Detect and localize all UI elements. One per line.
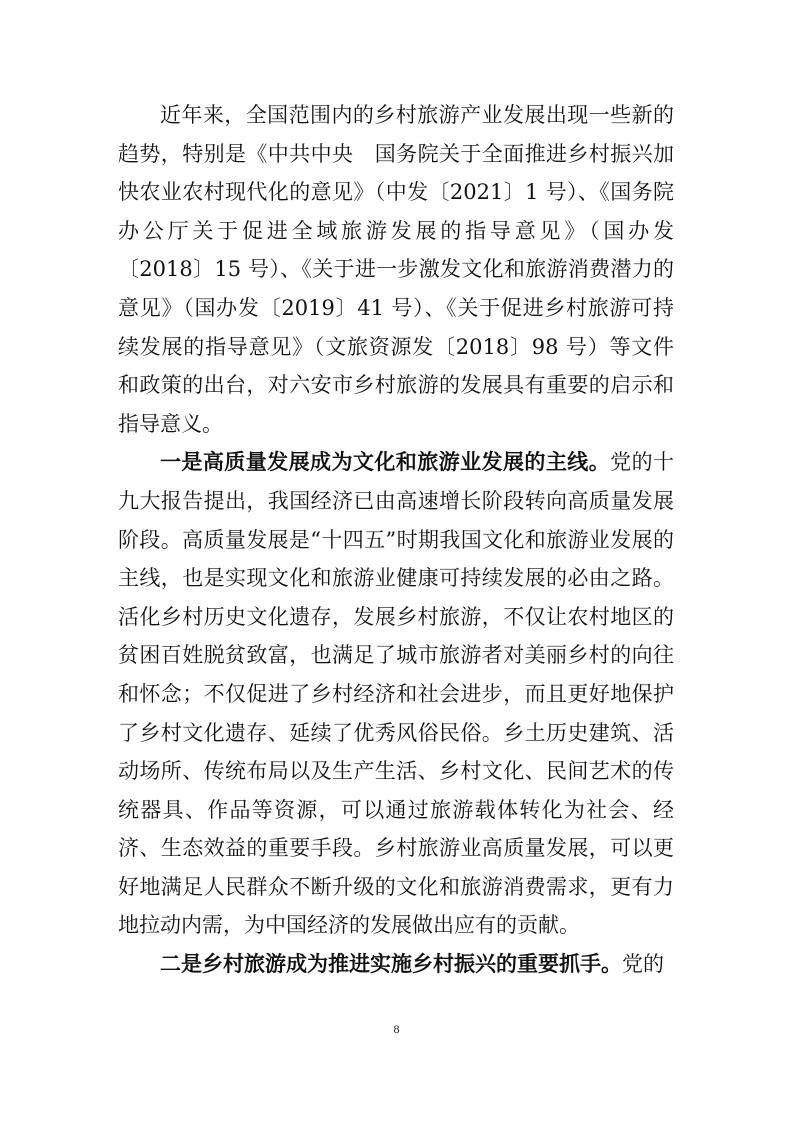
paragraph-body: 党的十九大报告提出，我国经济已由高速增长阶段转向高质量发展阶段。高质量发展是“十四五”时期我国文化和旅游业发展的主线，也是实现文化和旅游业健康可持续发展的必由之路。活化乡村历史文化遗存，发展乡村旅游，不仅让农村地区的贫困百姓脱贫致富，也满足了城市旅游者对美丽乡村的向往和怀念；不仅促进了乡村经济和社会进步，而且更好地保护了乡村文化遗存、延续了优秀风俗民俗。乡土历史建筑、活动场所、传统布局以及生产生活、乡村文化、民间艺术的传统器具、作品等资源，可以通过旅游载体转化为社会、经济、生态效益的重要手段。乡村旅游业高质量发展，可以更好地满足人民群众不断升级的文化和旅游消费需求，更有力地拉动内需，为中国经济的发展做出应有的贡献。 [118,450,675,938]
paragraph-lead: 二是乡村旅游成为推进实施乡村振兴的重要抓手。 [160,952,622,977]
page-number: 8 [393,1022,400,1036]
paragraph-rural-revitalization [118,945,674,984]
body-text [118,96,674,984]
paragraph-intro [118,96,674,443]
paragraph-high-quality [118,443,674,945]
paragraph-body: 党的 [622,952,664,977]
paragraph-lead: 一是高质量发展成为文化和旅游业发展的主线。 [160,450,611,475]
paragraph-body: 近年来，全国范围内的乡村旅游产业发展出现一些新的趋势，特别是《中共中央 国务院关于全面推进乡村振兴加快农业农村现代化的意见》（中发〔2021〕1 号）、《国务院办公厅关于促进全域旅游发展的指导意见》（国办发〔2018〕15 号）、《关于进一步激发文化和旅游消费潜力的意见》（国办发〔2019〕41 号）、《关于促进乡村旅游可持续发展的指导意见》（文旅资源发〔2018〕98 号）等文件和政策的出台，对六安市乡村旅游的发展具有重要的启示和指导意义。 [118,103,674,436]
